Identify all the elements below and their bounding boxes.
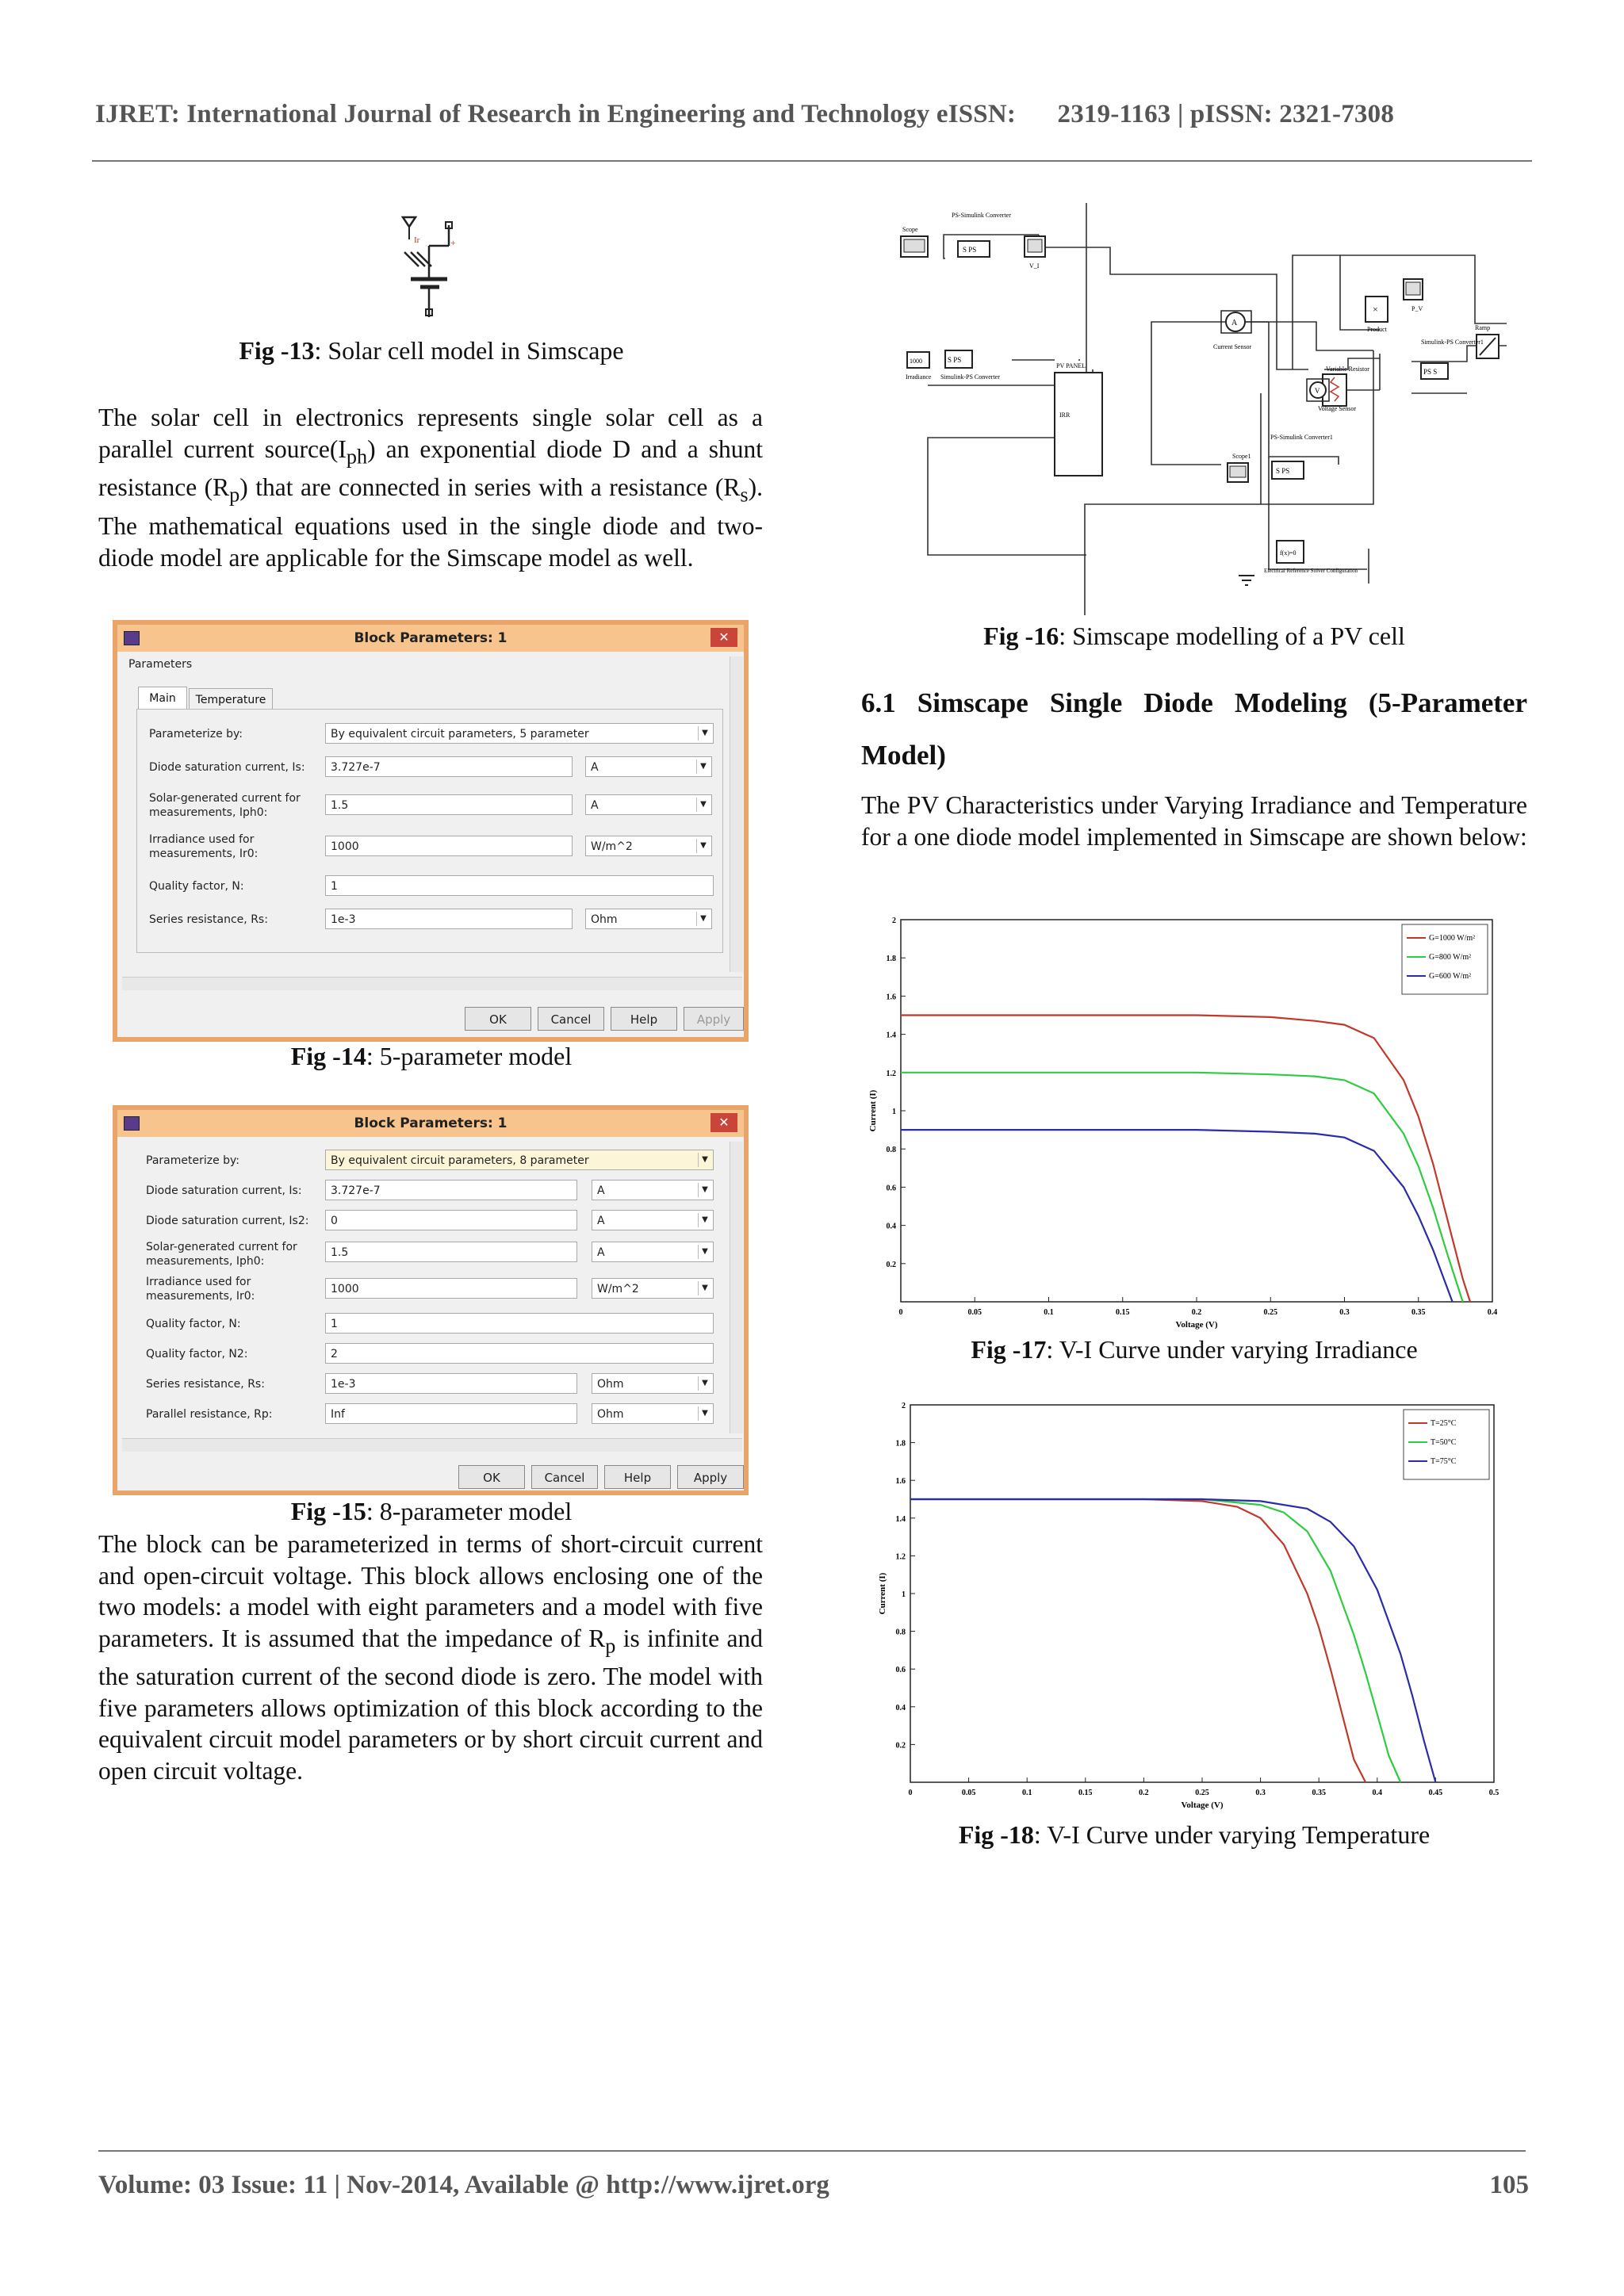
chevron-down-icon: ▼ xyxy=(698,1183,711,1197)
x-axis-label: Voltage (V) xyxy=(1181,1800,1224,1810)
y-axis-label: Current (I) xyxy=(868,1089,878,1132)
x-tick-label: 0.2 xyxy=(1191,1308,1202,1317)
svg-text:Irradiance: Irradiance xyxy=(906,373,932,381)
param-label: Parallel resistance, Rp: xyxy=(146,1408,273,1421)
svg-text:P_V: P_V xyxy=(1411,305,1423,312)
cancel-button[interactable]: Cancel xyxy=(531,1465,598,1489)
chevron-down-icon: ▼ xyxy=(698,726,711,740)
parameterize-dropdown[interactable]: By equivalent circuit parameters, 5 parameter ▼ xyxy=(325,723,714,744)
svg-text:Current Sensor: Current Sensor xyxy=(1213,343,1252,350)
y-tick-label: 1.6 xyxy=(895,1477,906,1487)
svg-text:+: + xyxy=(450,237,456,248)
journal-title: IJRET: International Journal of Research in Engineering and Technology eISSN: xyxy=(95,100,1017,128)
chevron-down-icon: ▼ xyxy=(698,1245,711,1259)
x-tick-label: 0.35 xyxy=(1411,1308,1426,1317)
vertical-scrollbar[interactable] xyxy=(730,1142,743,1433)
svg-text:IRR: IRR xyxy=(1059,411,1071,419)
legend-entry: G=600 W/m² xyxy=(1429,972,1472,981)
paragraph-pv-characteristics: The PV Characteristics under Varying Irradiance and Temperature for a one diode model implemented in Simscape are shown below: xyxy=(861,791,1527,851)
svg-text:Scope: Scope xyxy=(902,226,918,233)
parameterize-dropdown[interactable]: By equivalent circuit parameters, 8 parameter ▼ xyxy=(325,1150,714,1170)
x-tick-label: 0.15 xyxy=(1078,1789,1093,1797)
y-tick-label: 1.2 xyxy=(886,1069,896,1078)
x-tick-label: 0.5 xyxy=(1488,1789,1500,1797)
diode-saturation-current-field[interactable]: 3.727e-7 xyxy=(325,756,573,777)
paragraph-solar-cell: The solar cell in electronics represents single solar cell as a parallel current $source(I_{ph})$ an exponential diode D and a shunt resistance $(R_p)$ that are connected in series with a resistance $(R_s)$. The mathematical equations used in the single diode and two-diode model are applicable for the Simscape model as well. xyxy=(98,404,763,572)
parameters-group-label: Parameters xyxy=(128,658,193,671)
x-tick-label: 0.25 xyxy=(1263,1308,1277,1317)
y-tick-label: 2 xyxy=(902,1402,906,1410)
quality-factor-field[interactable]: 1 xyxy=(325,875,714,896)
solar-current-field[interactable]: 1.5 xyxy=(325,1242,577,1262)
svg-text:Electrical Reference Solver Co: Electrical Reference Solver Configuration xyxy=(1264,568,1358,574)
series-resistance-field[interactable]: 1e-3 xyxy=(325,1373,577,1394)
svg-text:PS-Simulink Converter1: PS-Simulink Converter1 xyxy=(1270,434,1333,441)
apply-button[interactable]: Apply xyxy=(684,1007,744,1031)
fig16-caption: Fig -16: Simscape modelling of a PV cell xyxy=(983,622,1405,650)
help-button[interactable]: Help xyxy=(604,1465,671,1489)
fig18-caption: Fig -18: V-I Curve under varying Temperature xyxy=(958,1820,1431,1849)
y-tick-label: 0.2 xyxy=(886,1260,896,1269)
x-tick-label: 0.4 xyxy=(1372,1789,1383,1797)
x-tick-label: 0.15 xyxy=(1116,1308,1130,1317)
unit-dropdown[interactable]: A ▼ xyxy=(585,794,712,815)
x-tick-label: 0.35 xyxy=(1312,1789,1326,1797)
y-tick-label: 0.6 xyxy=(895,1666,906,1675)
chevron-down-icon: ▼ xyxy=(696,912,710,926)
chevron-down-icon: ▼ xyxy=(698,1281,711,1295)
ok-button[interactable]: OK xyxy=(458,1465,525,1489)
journal-issn: 2319-1163 | pISSN: 2321-7308 xyxy=(1057,100,1395,128)
chevron-down-icon: ▼ xyxy=(698,1153,711,1167)
irradiance-field[interactable]: 1000 xyxy=(325,836,573,856)
legend-entry: T=75°C xyxy=(1431,1457,1457,1466)
ok-button[interactable]: OK xyxy=(465,1007,531,1031)
vi-irradiance-chart xyxy=(868,910,1507,1330)
x-axis-label: Voltage (V) xyxy=(1175,1320,1218,1330)
x-tick-label: 0 xyxy=(898,1308,903,1317)
section-heading-6-1: 6.1 Simscape Single Diode Modeling (5-Parameter Model) xyxy=(861,687,1527,771)
y-tick-label: 1.4 xyxy=(886,1031,896,1040)
y-tick-label: 0.8 xyxy=(895,1628,906,1637)
fig17-caption: Fig -17: V-I Curve under varying Irradiance xyxy=(971,1335,1418,1364)
chevron-down-icon: ▼ xyxy=(698,1376,711,1391)
footer-rule xyxy=(98,2150,1526,2152)
page-number: 105 xyxy=(1489,2171,1529,2199)
svg-text:PS S: PS S xyxy=(1423,368,1438,376)
y-tick-label: 0.6 xyxy=(886,1184,896,1193)
unit-dropdown[interactable]: A ▼ xyxy=(592,1210,714,1230)
x-tick-label: 0.25 xyxy=(1195,1789,1209,1797)
footer-link[interactable]: http://www.ijret.org xyxy=(606,2171,829,2199)
y-tick-label: 1 xyxy=(892,1108,896,1116)
unit-dropdown[interactable]: W/m^2 ▼ xyxy=(592,1278,714,1299)
x-tick-label: 0.1 xyxy=(1044,1308,1054,1317)
svg-text:Simulink-PS Converter: Simulink-PS Converter xyxy=(940,373,1000,381)
param-label: Solar-generated current for measurements, Iph0: xyxy=(146,1241,297,1268)
svg-text:f(x)=0: f(x)=0 xyxy=(1280,549,1297,557)
y-tick-label: 2 xyxy=(892,916,896,925)
diode-saturation-current-field[interactable]: 3.727e-7 xyxy=(325,1180,577,1200)
param-label: Diode saturation current, Is2: xyxy=(146,1215,309,1227)
legend-entry: T=50°C xyxy=(1431,1438,1457,1447)
series-resistance-field[interactable]: 1e-3 xyxy=(325,909,573,929)
param-label: Parameterize by: xyxy=(149,728,243,740)
chevron-down-icon: ▼ xyxy=(696,760,710,774)
chevron-down-icon: ▼ xyxy=(698,1213,711,1227)
matlab-app-icon xyxy=(124,631,140,645)
svg-text:1000: 1000 xyxy=(910,358,922,365)
parallel-resistance-field[interactable]: Inf xyxy=(325,1403,577,1424)
fig13-caption: Fig -13: Solar cell model in Simscape xyxy=(239,336,624,365)
svg-text:Product: Product xyxy=(1367,326,1387,333)
param-label: Quality factor, N: xyxy=(149,880,244,893)
horizontal-scrollbar[interactable] xyxy=(122,977,742,990)
param-label: Irradiance used for measurements, Ir0: xyxy=(149,833,259,860)
vi-temperature-chart xyxy=(872,1397,1507,1809)
svg-text:Simulink-PS Converter1: Simulink-PS Converter1 xyxy=(1421,339,1484,346)
solar-cell-symbol xyxy=(396,214,468,325)
unit-dropdown[interactable]: A ▼ xyxy=(592,1242,714,1262)
x-tick-label: 0.05 xyxy=(961,1789,976,1797)
x-tick-label: 0.2 xyxy=(1139,1789,1149,1797)
unit-dropdown[interactable]: Ohm ▼ xyxy=(585,909,712,929)
footer-volume: Volume: 03 Issue: 11 | Nov-2014, Available @ xyxy=(98,2171,607,2199)
param-label: Solar-generated current for measurements, Iph0: xyxy=(149,792,301,819)
param-label: Diode saturation current, Is: xyxy=(149,761,305,774)
svg-text:Ir: Ir xyxy=(414,235,420,245)
svg-text:S PS: S PS xyxy=(1276,467,1290,475)
legend-entry: G=800 W/m² xyxy=(1429,953,1472,962)
unit-dropdown[interactable]: W/m^2 ▼ xyxy=(585,836,712,856)
close-icon[interactable]: ✕ xyxy=(710,628,737,647)
unit-dropdown[interactable]: Ohm ▼ xyxy=(592,1403,714,1424)
fig15-caption: Fig -15: 8-parameter model xyxy=(290,1497,573,1525)
close-icon[interactable]: ✕ xyxy=(710,1113,737,1132)
legend-entry: G=1000 W/m² xyxy=(1429,934,1476,943)
journal-header xyxy=(95,100,1394,129)
horizontal-scrollbar[interactable] xyxy=(122,1438,742,1452)
y-tick-label: 0.8 xyxy=(886,1146,896,1155)
param-label: Parameterize by: xyxy=(146,1154,240,1167)
param-label: Series resistance, Rs: xyxy=(149,913,268,926)
x-tick-label: 0.45 xyxy=(1428,1789,1443,1797)
param-label: Series resistance, Rs: xyxy=(146,1378,265,1391)
paragraph-parameterization: The block can be parameterized in terms of short-circuit current and open-circuit voltage. This block allows enclosing one of the two models: a model with eight parameters and a model with five parameters. It is assumed that the impedance of $R_p$ is infinite and the saturation current of the second diode is zero. The model with five parameters allows optimization of this block according to the equivalent circuit model parameters or by short circuit current and open circuit voltage. xyxy=(98,1530,763,1785)
solar-current-field[interactable]: 1.5 xyxy=(325,794,573,815)
chevron-down-icon: ▼ xyxy=(696,798,710,812)
y-tick-label: 1.4 xyxy=(895,1514,906,1524)
x-tick-label: 0.05 xyxy=(967,1308,982,1317)
y-tick-label: 1.2 xyxy=(895,1552,906,1562)
tab-main[interactable]: Main xyxy=(138,687,187,710)
pv-panel-block[interactable] xyxy=(1055,373,1102,476)
quality-factor-field[interactable]: 1 xyxy=(325,1313,714,1334)
vertical-scrollbar[interactable] xyxy=(730,656,743,972)
dialog-titlebar: Block Parameters: 1 ✕ xyxy=(117,625,744,652)
quality-factor-2-field[interactable]: 2 xyxy=(325,1343,714,1364)
param-label: Irradiance used for measurements, Ir0: xyxy=(146,1276,255,1303)
svg-text:A: A xyxy=(1231,319,1238,327)
tab-temperature[interactable]: Temperature xyxy=(189,688,273,711)
block-parameters-dialog-5 xyxy=(113,620,749,1042)
chevron-down-icon: ▼ xyxy=(696,839,710,853)
svg-text:Scope1: Scope1 xyxy=(1232,453,1251,460)
header-rule xyxy=(92,160,1532,162)
param-label: Quality factor, N2: xyxy=(146,1348,248,1360)
y-tick-label: 1 xyxy=(902,1590,906,1599)
apply-button[interactable]: Apply xyxy=(677,1465,744,1489)
x-tick-label: 0.4 xyxy=(1487,1308,1498,1317)
dialog-titlebar: Block Parameters: 1 ✕ xyxy=(117,1110,744,1137)
svg-text:Variable Resistor: Variable Resistor xyxy=(1326,365,1369,373)
x-tick-label: 0.3 xyxy=(1255,1789,1266,1797)
svg-text:×: × xyxy=(1373,304,1378,315)
y-tick-label: 0.4 xyxy=(886,1222,896,1231)
svg-text:V: V xyxy=(1315,387,1320,395)
svg-text:PV PANEL: PV PANEL xyxy=(1056,362,1086,369)
x-tick-label: 0.3 xyxy=(1339,1308,1350,1317)
y-tick-label: 1.8 xyxy=(895,1439,906,1448)
diode-saturation-current-2-field[interactable]: 0 xyxy=(325,1210,577,1230)
y-tick-label: 0.2 xyxy=(895,1741,906,1751)
unit-dropdown[interactable]: A ▼ xyxy=(592,1180,714,1200)
svg-text:V_I: V_I xyxy=(1029,262,1040,270)
x-tick-label: 0 xyxy=(908,1789,913,1797)
y-tick-label: 0.4 xyxy=(895,1703,906,1712)
irradiance-field[interactable]: 1000 xyxy=(325,1278,577,1299)
y-tick-label: 1.6 xyxy=(886,993,896,1002)
fig14-caption: Fig -14: 5-parameter model xyxy=(290,1042,573,1070)
svg-text:Voltage Sensor: Voltage Sensor xyxy=(1318,405,1357,412)
chevron-down-icon: ▼ xyxy=(698,1406,711,1421)
svg-text:S PS: S PS xyxy=(963,246,977,254)
page-footer xyxy=(98,2171,1529,2200)
svg-text:Ramp: Ramp xyxy=(1475,324,1491,331)
param-label: Quality factor, N: xyxy=(146,1318,241,1330)
legend-entry: T=25°C xyxy=(1431,1419,1457,1428)
param-label: Diode saturation current, Is: xyxy=(146,1184,302,1197)
unit-dropdown[interactable]: Ohm ▼ xyxy=(592,1373,714,1394)
simulink-model-diagram xyxy=(896,203,1515,615)
y-tick-label: 1.8 xyxy=(886,955,896,964)
x-tick-label: 0.1 xyxy=(1021,1789,1032,1797)
cancel-button[interactable]: Cancel xyxy=(538,1007,604,1031)
block-parameters-dialog-8 xyxy=(113,1105,749,1495)
svg-text:PS-Simulink Converter: PS-Simulink Converter xyxy=(952,212,1011,219)
matlab-app-icon xyxy=(124,1116,140,1131)
help-button[interactable]: Help xyxy=(611,1007,677,1031)
unit-dropdown[interactable]: A ▼ xyxy=(585,756,712,777)
y-axis-label: Current (I) xyxy=(878,1572,887,1615)
svg-text:S PS: S PS xyxy=(948,356,962,364)
